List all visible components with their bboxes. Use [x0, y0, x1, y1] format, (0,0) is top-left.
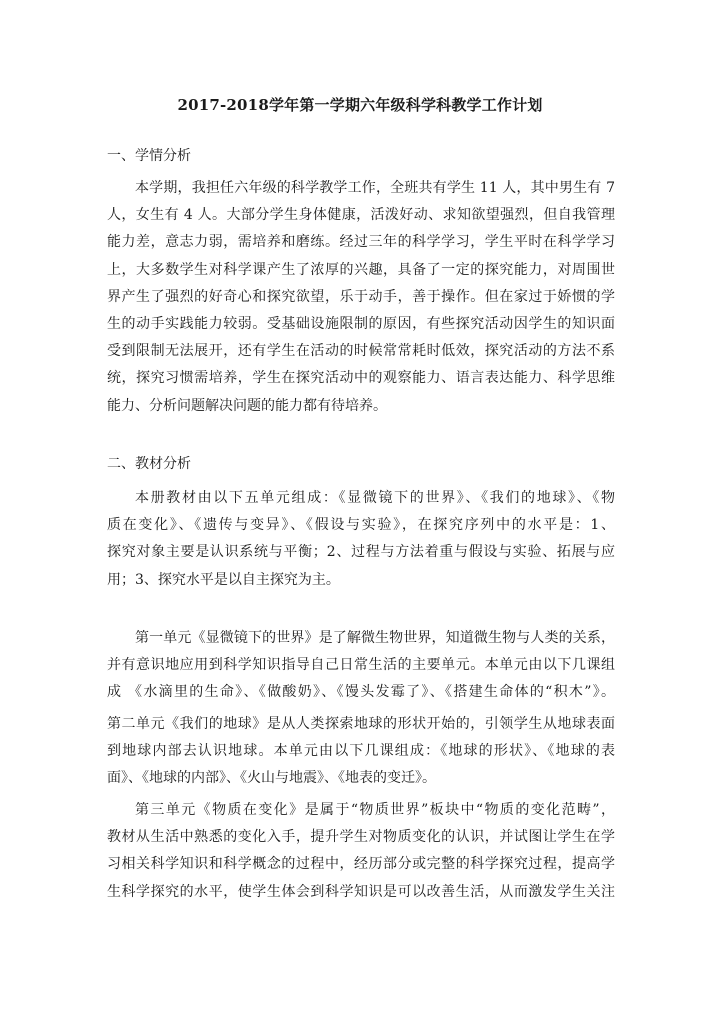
text-line: 上，大多数学生对科学课产生了浓厚的兴趣，具备了一定的探究能力，对周围世: [107, 261, 615, 278]
text-line: 质在变化》、《遗传与变异》、《假设与实验》，在探究序列中的水平是：1、: [107, 517, 615, 534]
document-title: 2017-2018学年第一学期六年级科学科教学工作计划: [177, 96, 543, 114]
text-line: 人，女生有 4 人。大部分学生身体健康，活泼好动、求知欲望强烈，但自我管理: [107, 207, 615, 224]
text-line: 第二单元《我们的地球》是从人类探索地球的形状开始的，引领学生从地球表面: [107, 716, 615, 732]
text-line: 生科学探究的水平，使学生体会到科学知识是可以改善生活，从而激发学生关注: [107, 883, 615, 900]
text-line: 生的动手实践能力较弱。受基础设施限制的原因，有些探究活动因学生的知识面: [107, 316, 615, 333]
text-line: 界产生了强烈的好奇心和探究欲望，乐于动手，善于操作。但在家过于娇惯的学: [107, 288, 615, 305]
text-line: 能力差，意志力弱，需培养和磨练。经过三年的科学学习，学生平时在科学学习: [107, 234, 615, 251]
text-line: 本册教材由以下五单元组成：《显微镜下的世界》、《我们的地球》、《物: [135, 490, 615, 506]
text-line: 探究对象主要是认识系统与平衡；2、过程与方法着重与假设与实验、拓展与应: [107, 544, 615, 561]
text-line: 本学期，我担任六年级的科学教学工作，全班共有学生 11 人，其中男生有 7: [135, 180, 615, 196]
text-line: 习相关科学知识和科学概念的过程中，经历部分或完整的科学探究过程，提高学: [107, 856, 615, 873]
text-line: 统，探究习惯需培养，学生在探究活动中的观察能力、语言表达能力、科学思维: [107, 370, 615, 387]
text-line: 第一单元《显微镜下的世界》是了解微生物世界，知道微生物与人类的关系，: [135, 630, 615, 646]
text-line: 能力、分析问题解决问题的能力都有待培养。: [107, 397, 387, 414]
section-heading-textbook-analysis: 二、教材分析: [107, 456, 191, 472]
text-line: 并有意识地应用到科学知识指导自己日常生活的主要单元。本单元由以下几课组: [107, 657, 615, 674]
text-line: 第三单元《物质在变化》是属于“物质世界”板块中“物质的变化范畴”，: [135, 802, 615, 818]
paragraph-unit-three: [107, 797, 615, 906]
text-line: 面》、《地球的内部》、《火山与地震》、《地表的变迁》。: [107, 770, 436, 787]
section-heading-learning-analysis: 一、学情分析: [107, 148, 191, 164]
text-line: 受到限制无法展开，还有学生在活动的时候常常耗时低效，探究活动的方法不系: [107, 343, 615, 360]
text-line: 用；3、探究水平是以自主探究为主。: [107, 571, 340, 588]
paragraph-unit-one: [107, 625, 615, 707]
paragraph-unit-two: [107, 711, 615, 793]
text-line: 成 《水滴里的生命》、《做酸奶》、《馒头发霉了》、《搭建生命体的“积木”》。: [107, 684, 615, 701]
text-line: 到地球内部去认识地球。本单元由以下几课组成：《地球的形状》、《地球的表: [107, 743, 615, 760]
paragraph-textbook-overview: [107, 485, 615, 594]
text-line: 教材从生活中熟悉的变化入手，提升学生对物质变化的认识，并试图让学生在学: [107, 829, 615, 846]
paragraph-learning-analysis: [107, 175, 615, 420]
